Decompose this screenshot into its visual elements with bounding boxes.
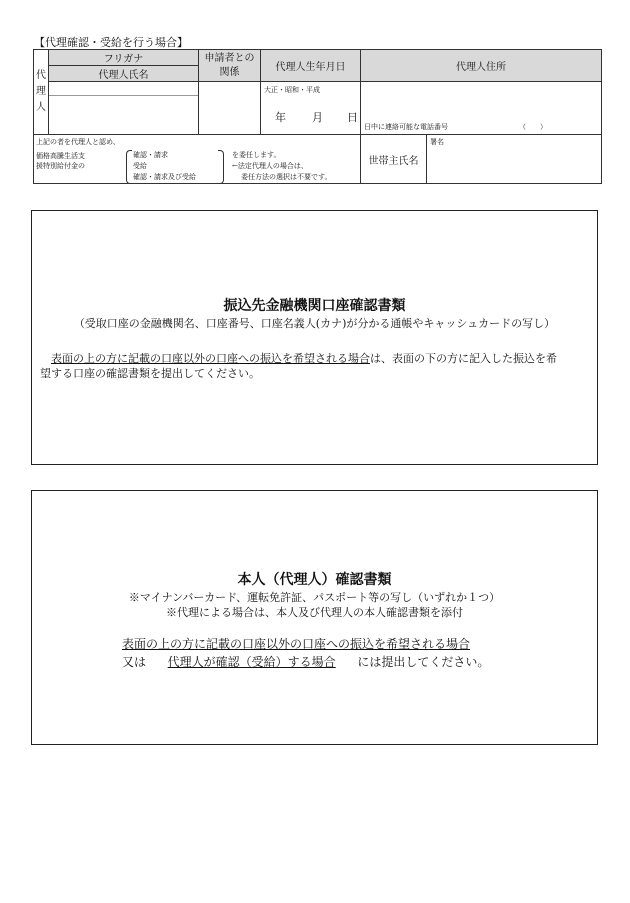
phone-parens: （ ） <box>519 123 547 131</box>
bank-account-doc-box <box>31 210 598 465</box>
relation-cell[interactable] <box>199 82 261 135</box>
benefit-line1: 価格高騰生活支 <box>36 152 85 160</box>
relation-header: 申請者との 関係 <box>199 50 261 82</box>
proxy-section-title: 【代理確認・受給を行う場合】 <box>34 36 188 49</box>
bank-doc-note-rest2: 望する口座の確認書類を提出してください。 <box>40 367 260 380</box>
name-cell[interactable] <box>49 82 199 135</box>
option-bracket-right <box>218 150 224 184</box>
option-confirm-request[interactable]: 確認・請求 <box>133 151 168 159</box>
phone-label: 日中に連絡可能な電話番号 <box>364 123 448 131</box>
bank-doc-note-rest1: は、表面の下の方に記入した振込を希 <box>370 352 557 365</box>
bank-doc-note-underlined: 表面の上の方に記載の口座以外の口座への振込を希望される場合 <box>51 352 370 365</box>
option-receive[interactable]: 受給 <box>133 162 147 170</box>
signature-cell[interactable] <box>427 135 602 184</box>
bank-doc-note <box>40 351 589 381</box>
proxy-side-label: 代 理 人 <box>34 50 49 135</box>
bank-doc-title: 振込先金融機関口座確認書類 <box>223 298 406 314</box>
address-cell[interactable] <box>361 82 602 135</box>
id-doc-tail: には提出してください。 <box>357 655 490 669</box>
id-doc-or: 又は <box>122 655 147 669</box>
birthdate-cell[interactable] <box>261 82 361 135</box>
era-options: 大正・昭和・平成 <box>264 86 320 94</box>
furigana-header: フリガナ <box>49 50 199 66</box>
delegation-cell <box>34 135 361 184</box>
householder-label: 世帯主氏名 <box>361 135 427 184</box>
option-confirm-request-receive[interactable]: 確認・請求及び受給 <box>133 173 196 181</box>
name-header: 代理人氏名 <box>49 66 199 82</box>
legal-proxy-note1: ←法定代理人の場合は、 <box>232 162 308 170</box>
proxy-table <box>33 49 602 184</box>
month-unit: 月 <box>312 111 323 124</box>
id-doc-cond2-line <box>122 653 489 670</box>
furigana-input-area[interactable] <box>49 82 198 96</box>
benefit-line2: 援特別給付金の <box>36 162 85 170</box>
id-doc-cond2: 代理人が確認（受給）する場合 <box>167 655 336 669</box>
id-doc-line2: ※代理による場合は、本人及び代理人の本人確認書類を添付 <box>166 606 463 619</box>
option-bracket-left <box>126 150 132 184</box>
delegation-line1: 上記の者を代理人と認め、 <box>36 138 120 146</box>
id-doc-title: 本人（代理人）確認書類 <box>237 572 392 588</box>
id-doc-cond1: 表面の上の方に記載の口座以外の口座への振込を希望される場合 <box>122 637 471 651</box>
day-unit: 日 <box>347 111 358 124</box>
year-unit: 年 <box>275 111 286 124</box>
id-doc-line1: ※マイナンバーカード、運転免許証、パスポート等の写し（いずれか１つ） <box>128 591 501 604</box>
entrust-text: を委任します。 <box>232 151 281 159</box>
legal-proxy-note2: 委任方法の選択は不要です。 <box>241 173 332 181</box>
birthdate-header: 代理人生年月日 <box>261 50 361 82</box>
bank-doc-subtitle: （受取口座の金融機関名、口座番号、口座名義人(カナ)が分かる通帳やキャッシュカードの写し） <box>73 317 556 330</box>
address-header: 代理人住所 <box>361 50 602 82</box>
signature-label: 署名 <box>430 138 444 146</box>
id-doc-box <box>31 490 598 745</box>
